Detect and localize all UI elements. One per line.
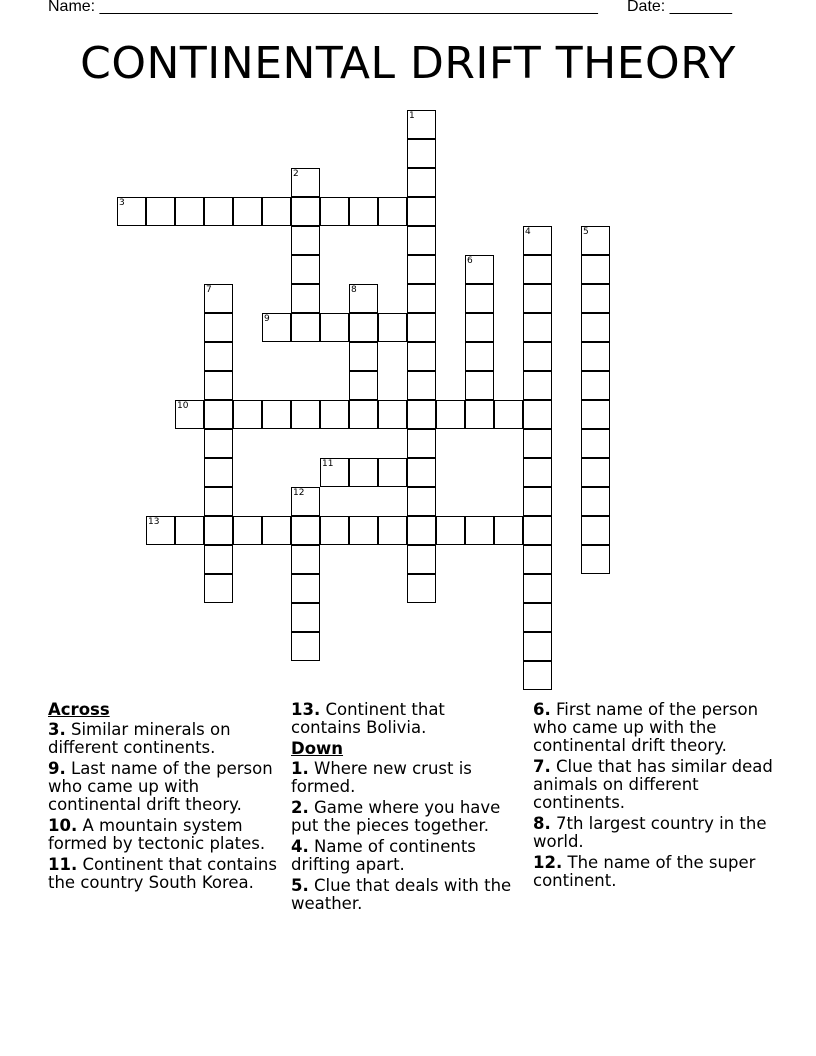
clue-text: The name of the super continent. bbox=[533, 853, 756, 890]
date-field[interactable]: Date: _______ bbox=[627, 0, 732, 15]
crossword-cell[interactable] bbox=[291, 168, 320, 197]
cell-number: 4 bbox=[525, 227, 531, 237]
crossword-cell[interactable] bbox=[581, 313, 610, 342]
clue-across-3 bbox=[48, 721, 278, 757]
crossword-cell[interactable] bbox=[523, 400, 552, 429]
crossword-cell[interactable] bbox=[465, 255, 494, 284]
clue-number: 2. bbox=[291, 798, 309, 817]
crossword-cell[interactable] bbox=[407, 574, 436, 603]
crossword-cell[interactable] bbox=[204, 284, 233, 313]
crossword-cell[interactable] bbox=[465, 284, 494, 313]
clue-down-4 bbox=[291, 838, 516, 874]
clue-text: Where new crust is formed. bbox=[291, 759, 472, 796]
crossword-cell[interactable] bbox=[523, 603, 552, 632]
crossword-cell[interactable] bbox=[581, 342, 610, 371]
crossword-cell[interactable] bbox=[436, 516, 465, 545]
crossword-cell[interactable] bbox=[320, 516, 349, 545]
crossword-cell[interactable] bbox=[523, 371, 552, 400]
page-title: CONTINENTAL DRIFT THEORY bbox=[80, 38, 736, 89]
down-heading: Down bbox=[291, 739, 344, 758]
crossword-cell[interactable] bbox=[378, 313, 407, 342]
clue-text: Similar minerals on different continents. bbox=[48, 720, 231, 757]
cell-number: 2 bbox=[293, 169, 299, 179]
crossword-cell[interactable] bbox=[407, 313, 436, 342]
clue-across-10 bbox=[48, 817, 278, 853]
cell-number: 7 bbox=[206, 285, 212, 295]
clue-number: 8. bbox=[533, 814, 551, 833]
clue-text: First name of the person who came up with the continental drift theory. bbox=[533, 700, 759, 755]
cell-number: 8 bbox=[351, 285, 357, 295]
clue-text: Game where you have put the pieces together. bbox=[291, 798, 501, 835]
crossword-cell[interactable] bbox=[291, 400, 320, 429]
crossword-cell[interactable] bbox=[581, 371, 610, 400]
crossword-cell[interactable] bbox=[436, 400, 465, 429]
crossword-cell[interactable] bbox=[523, 313, 552, 342]
crossword-cell[interactable] bbox=[407, 110, 436, 139]
crossword-cell[interactable] bbox=[407, 197, 436, 226]
crossword-cell[interactable] bbox=[204, 458, 233, 487]
crossword-cell[interactable] bbox=[465, 400, 494, 429]
cell-number: 1 bbox=[409, 111, 415, 121]
crossword-cell[interactable] bbox=[407, 226, 436, 255]
crossword-cell[interactable] bbox=[581, 400, 610, 429]
crossword-cell[interactable] bbox=[291, 313, 320, 342]
crossword-cell[interactable] bbox=[523, 429, 552, 458]
crossword-cell[interactable] bbox=[291, 516, 320, 545]
clue-down-1 bbox=[291, 760, 516, 796]
crossword-cell[interactable] bbox=[291, 197, 320, 226]
clue-number: 12. bbox=[533, 853, 563, 872]
crossword-cell[interactable] bbox=[349, 458, 378, 487]
crossword-cell[interactable] bbox=[349, 313, 378, 342]
crossword-cell[interactable] bbox=[320, 197, 349, 226]
crossword-cell[interactable] bbox=[291, 255, 320, 284]
name-field[interactable]: Name: ________________________________________________________ bbox=[48, 0, 598, 15]
crossword-cell[interactable] bbox=[320, 400, 349, 429]
crossword-cell[interactable] bbox=[291, 226, 320, 255]
crossword-cell[interactable] bbox=[175, 400, 204, 429]
clue-down-6 bbox=[533, 701, 773, 755]
crossword-cell[interactable] bbox=[146, 197, 175, 226]
crossword-cell[interactable] bbox=[349, 284, 378, 313]
cell-number: 5 bbox=[583, 227, 589, 237]
clue-number: 5. bbox=[291, 876, 309, 895]
cell-number: 11 bbox=[322, 459, 334, 469]
crossword-cell[interactable] bbox=[349, 400, 378, 429]
crossword-cell[interactable] bbox=[291, 574, 320, 603]
crossword-cell[interactable] bbox=[494, 516, 523, 545]
crossword-cell[interactable] bbox=[204, 574, 233, 603]
crossword-cell[interactable] bbox=[523, 458, 552, 487]
crossword-cell[interactable] bbox=[465, 342, 494, 371]
clue-text: Clue that has similar dead animals on different continents. bbox=[533, 757, 773, 812]
crossword-cell[interactable] bbox=[320, 458, 349, 487]
crossword-cell[interactable] bbox=[407, 400, 436, 429]
crossword-cell[interactable] bbox=[523, 284, 552, 313]
crossword-cell[interactable] bbox=[175, 197, 204, 226]
crossword-cell[interactable] bbox=[581, 226, 610, 255]
clue-number: 1. bbox=[291, 759, 309, 778]
clue-text: Continent that contains the country South Korea. bbox=[48, 855, 277, 892]
crossword-cell[interactable] bbox=[523, 226, 552, 255]
clue-across-11 bbox=[48, 856, 278, 892]
crossword-cell[interactable] bbox=[117, 197, 146, 226]
crossword-cell[interactable] bbox=[407, 342, 436, 371]
crossword-cell[interactable] bbox=[233, 197, 262, 226]
crossword-cell[interactable] bbox=[523, 574, 552, 603]
crossword-cell[interactable] bbox=[378, 197, 407, 226]
crossword-cell[interactable] bbox=[204, 516, 233, 545]
crossword-cell[interactable] bbox=[262, 197, 291, 226]
crossword-cell[interactable] bbox=[465, 516, 494, 545]
crossword-cell[interactable] bbox=[378, 516, 407, 545]
clue-down-2 bbox=[291, 799, 516, 835]
crossword-cell[interactable] bbox=[523, 487, 552, 516]
crossword-cell[interactable] bbox=[378, 400, 407, 429]
crossword-cell[interactable] bbox=[291, 284, 320, 313]
clue-number: 10. bbox=[48, 816, 78, 835]
crossword-cell[interactable] bbox=[407, 429, 436, 458]
clue-text: Last name of the person who came up with continental drift theory. bbox=[48, 759, 273, 814]
cell-number: 12 bbox=[293, 488, 305, 498]
crossword-cell[interactable] bbox=[523, 342, 552, 371]
crossword-cell[interactable] bbox=[175, 516, 204, 545]
crossword-cell[interactable] bbox=[349, 342, 378, 371]
crossword-cell[interactable] bbox=[291, 603, 320, 632]
crossword-cell[interactable] bbox=[204, 400, 233, 429]
crossword-cell[interactable] bbox=[523, 661, 552, 690]
crossword-cell[interactable] bbox=[581, 255, 610, 284]
cell-number: 3 bbox=[119, 198, 125, 208]
crossword-cell[interactable] bbox=[494, 400, 523, 429]
crossword-cell[interactable] bbox=[349, 371, 378, 400]
crossword-cell[interactable] bbox=[262, 313, 291, 342]
clue-text: Name of continents drifting apart. bbox=[291, 837, 476, 874]
crossword-cell[interactable] bbox=[407, 545, 436, 574]
clue-number: 11. bbox=[48, 855, 78, 874]
clue-down-12 bbox=[533, 854, 773, 890]
crossword-cell[interactable] bbox=[523, 255, 552, 284]
clue-number: 13. bbox=[291, 700, 321, 719]
crossword-cell[interactable] bbox=[204, 371, 233, 400]
crossword-cell[interactable] bbox=[204, 487, 233, 516]
clue-text: Clue that deals with the weather. bbox=[291, 876, 512, 913]
clue-down-8 bbox=[533, 815, 773, 851]
crossword-cell[interactable] bbox=[407, 284, 436, 313]
clue-down-7 bbox=[533, 758, 773, 812]
crossword-cell[interactable] bbox=[465, 371, 494, 400]
crossword-cell[interactable] bbox=[291, 487, 320, 516]
clue-number: 6. bbox=[533, 700, 551, 719]
crossword-cell[interactable] bbox=[262, 400, 291, 429]
clue-number: 4. bbox=[291, 837, 309, 856]
crossword-cell[interactable] bbox=[262, 516, 291, 545]
clue-across-9 bbox=[48, 760, 278, 814]
clues-column-1 bbox=[48, 701, 278, 895]
clue-number: 9. bbox=[48, 759, 66, 778]
clue-number: 3. bbox=[48, 720, 66, 739]
crossword-cell[interactable] bbox=[407, 516, 436, 545]
clue-text: A mountain system formed by tectonic plates. bbox=[48, 816, 266, 853]
crossword-cell[interactable] bbox=[581, 545, 610, 574]
cell-number: 9 bbox=[264, 314, 270, 324]
clues-column-2 bbox=[291, 701, 516, 916]
crossword-cell[interactable] bbox=[407, 168, 436, 197]
cell-number: 10 bbox=[177, 401, 189, 411]
crossword-cell[interactable] bbox=[407, 487, 436, 516]
crossword-cell[interactable] bbox=[233, 516, 262, 545]
crossword-cell[interactable] bbox=[378, 458, 407, 487]
crossword-cell[interactable] bbox=[523, 632, 552, 661]
crossword-cell[interactable] bbox=[581, 284, 610, 313]
cell-number: 13 bbox=[148, 517, 160, 527]
crossword-cell[interactable] bbox=[581, 516, 610, 545]
clue-down-5 bbox=[291, 877, 516, 913]
crossword-cell[interactable] bbox=[204, 313, 233, 342]
clue-number: 7. bbox=[533, 757, 551, 776]
crossword-cell[interactable] bbox=[349, 197, 378, 226]
crossword-cell[interactable] bbox=[523, 516, 552, 545]
clue-text: Continent that contains Bolivia. bbox=[291, 700, 445, 737]
crossword-cell[interactable] bbox=[291, 632, 320, 661]
crossword-cell[interactable] bbox=[204, 429, 233, 458]
clues-column-3 bbox=[533, 701, 773, 893]
clue-across-13 bbox=[291, 701, 516, 737]
crossword-cell[interactable] bbox=[320, 313, 349, 342]
crossword-cell[interactable] bbox=[407, 255, 436, 284]
crossword-cell[interactable] bbox=[581, 487, 610, 516]
crossword-cell[interactable] bbox=[291, 545, 320, 574]
crossword-cell[interactable] bbox=[581, 458, 610, 487]
crossword-cell[interactable] bbox=[523, 545, 552, 574]
across-heading: Across bbox=[48, 700, 110, 719]
clue-text: 7th largest country in the world. bbox=[533, 814, 767, 851]
crossword-cell[interactable] bbox=[146, 516, 175, 545]
crossword-cell[interactable] bbox=[204, 342, 233, 371]
crossword-cell[interactable] bbox=[407, 139, 436, 168]
crossword-cell[interactable] bbox=[407, 458, 436, 487]
crossword-cell[interactable] bbox=[465, 313, 494, 342]
crossword-cell[interactable] bbox=[407, 371, 436, 400]
crossword-cell[interactable] bbox=[349, 516, 378, 545]
crossword-cell[interactable] bbox=[581, 429, 610, 458]
crossword-cell[interactable] bbox=[204, 545, 233, 574]
crossword-cell[interactable] bbox=[233, 400, 262, 429]
crossword-cell[interactable] bbox=[204, 197, 233, 226]
cell-number: 6 bbox=[467, 256, 473, 266]
